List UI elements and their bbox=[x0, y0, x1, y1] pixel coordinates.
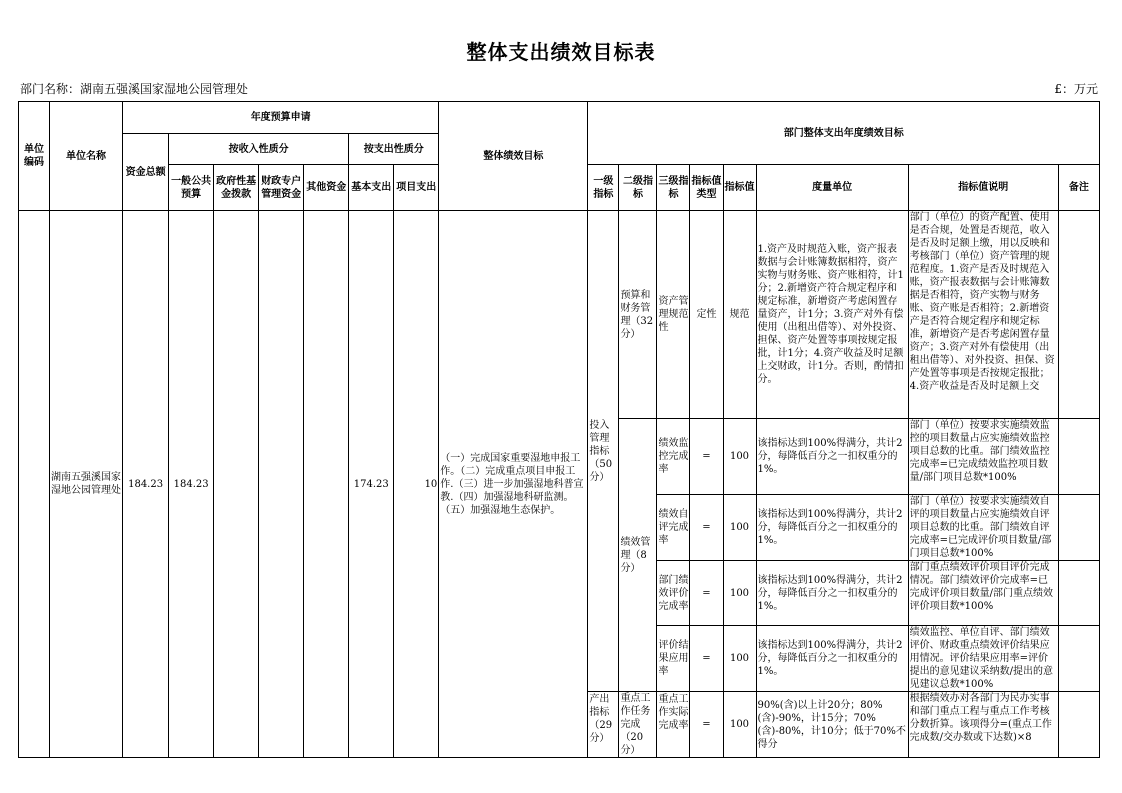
lvl1-output: 产出指标（29分） bbox=[588, 692, 619, 758]
measure-cell: 1.资产及时规范入账，资产报表数据与会计账簿数据相符，资产实物与财务账、资产账相符，计1分；2.新增资产符合规定程序和规定标准，新增资产考虑闲置存量资产，计1分；3.资产对外有偿使用（出租出借等）、对外投资、担保、资产处置等事项按规定报批，计1分；4.资产收益及时足额上交财政，计1分。否则，酌情扣分。 bbox=[756, 211, 908, 419]
gov-fund-cell bbox=[214, 211, 259, 758]
indicator-type-cell: = bbox=[690, 692, 723, 758]
header-project-expense: 项目支出 bbox=[394, 165, 439, 211]
header-gov-fund: 政府性基金拨款 bbox=[214, 165, 259, 211]
indicator-value-cell: 100 bbox=[723, 495, 756, 561]
measure-cell: 该指标达到100%得满分，共计2分，每降低百分之一扣权重分的1%。 bbox=[756, 419, 908, 495]
special-fund-cell bbox=[259, 211, 304, 758]
header-indicator-desc: 指标值说明 bbox=[908, 165, 1058, 211]
lvl2-key-work: 重点工作任务完成（20分） bbox=[619, 692, 657, 758]
header-total-funds: 资金总额 bbox=[123, 134, 169, 211]
header-annual-budget: 年度预算申请 bbox=[123, 102, 439, 134]
indicator-type-cell: = bbox=[690, 561, 723, 626]
lvl3-cell: 绩效监控完成率 bbox=[657, 419, 690, 495]
indicator-value-cell: 100 bbox=[723, 419, 756, 495]
basic-expense-cell: 174.23 bbox=[349, 211, 394, 758]
lvl3-cell: 部门绩效评价完成率 bbox=[657, 561, 690, 626]
header-unit-name: 单位名称 bbox=[50, 102, 123, 211]
lvl3-cell: 评价结果应用率 bbox=[657, 626, 690, 692]
indicator-value-cell: 100 bbox=[723, 561, 756, 626]
lvl1-input-mgmt: 投入管理指标（50分） bbox=[588, 211, 619, 692]
header-unit-code: 单位编码 bbox=[19, 102, 50, 211]
performance-table bbox=[18, 101, 1100, 758]
header-indicator-type: 指标值类型 bbox=[690, 165, 723, 211]
lvl3-cell: 资产管理规范性 bbox=[657, 211, 690, 419]
header-lvl1: 一级指标 bbox=[588, 165, 619, 211]
header-by-expense: 按支出性质分 bbox=[349, 134, 439, 165]
measure-cell: 该指标达到100%得满分，共计2分，每降低百分之一扣权重分的1%。 bbox=[756, 495, 908, 561]
header-lvl3: 三级指标 bbox=[657, 165, 690, 211]
lvl2-perf-mgmt: 绩效管理（8分） bbox=[619, 419, 657, 692]
header-measure-unit: 度量单位 bbox=[756, 165, 908, 211]
remark-cell bbox=[1058, 495, 1099, 561]
unit-name-cell: 湖南五强溪国家湿地公园管理处 bbox=[50, 211, 123, 758]
indicator-desc-cell: 部门（单位）按要求实施绩效自评的项目数量占应实施绩效自评项目总数的比重。部门绩效自评完成率=已完成评价项目数量/部门项目总数*100% bbox=[908, 495, 1058, 561]
project-expense-cell: 10 bbox=[394, 211, 439, 758]
overall-goal-cell: （一）完成国家重要湿地申报工作。（二）完成重点项目申报工作.（三）进一步加强湿地科普宣教.（四）加强湿地科研监测。（五）加强湿地生态保护。 bbox=[439, 211, 588, 758]
header-lvl2: 二级指标 bbox=[619, 165, 657, 211]
measure-cell: 90%(含)以上计20分；80%(含)-90%，计15分；70%(含)-80%，计10分；低于70%不得分 bbox=[756, 692, 908, 758]
header-overall-goal: 整体绩效目标 bbox=[439, 102, 588, 211]
header-dept-goal: 部门整体支出年度绩效目标 bbox=[588, 102, 1100, 165]
header-special-fund: 财政专户管理资金 bbox=[259, 165, 304, 211]
header-basic-expense: 基本支出 bbox=[349, 165, 394, 211]
measure-cell: 该指标达到100%得满分，共计2分，每降低百分之一扣权重分的1%。 bbox=[756, 561, 908, 626]
remark-cell bbox=[1058, 211, 1099, 419]
measure-cell: 该指标达到100%得满分，共计2分，每降低百分之一扣权重分的1%。 bbox=[756, 626, 908, 692]
total-funds-cell: 184.23 bbox=[123, 211, 169, 758]
general-budget-cell: 184.23 bbox=[169, 211, 214, 758]
indicator-type-cell: 定性 bbox=[690, 211, 723, 419]
department-label: 部门名称：湖南五强溪国家湿地公园管理处 bbox=[20, 82, 249, 96]
indicator-desc-cell: 部门重点绩效评价项目评价完成情况。部门绩效评价完成率=已完成评价项目数量/部门重点绩效评价项目数*100% bbox=[908, 561, 1058, 626]
indicator-type-cell: = bbox=[690, 419, 723, 495]
header-remark: 备注 bbox=[1058, 165, 1099, 211]
indicator-type-cell: = bbox=[690, 495, 723, 561]
lvl3-cell: 重点工作实际完成率 bbox=[657, 692, 690, 758]
page-title: 整体支出绩效目标表 bbox=[466, 40, 656, 64]
indicator-desc-cell: 部门（单位）的资产配置、使用是否合规，处置是否规范，收入是否及时足额上缴，用以反映和考核部门（单位）资产管理的规范程度。1.资产是否及时规范入账，资产报表数据与会计账簿数据是否相符，资产实物与财务账、资产账是否相符；2.新增资产是否符合规定程序和规定标准，新增资产是否考虑闲置存量资产；3.资产对外有偿使用（出租出借等）、对外投资、担保、资产处置等事项是否按规定报批；4.资产收益是否及时足额上交 bbox=[908, 211, 1058, 419]
remark-cell bbox=[1058, 626, 1099, 692]
indicator-type-cell: = bbox=[690, 626, 723, 692]
indicator-desc-cell: 绩效监控、单位自评、部门绩效评价、财政重点绩效评价结果应用情况。评价结果应用率=评价提出的意见建议采纳数/提出的意见建议总数*100% bbox=[908, 626, 1058, 692]
indicator-desc-cell: 部门（单位）按要求实施绩效监控的项目数量占应实施绩效监控项目总数的比重。部门绩效监控完成率=已完成绩效监控项目数量/部门项目总数*100% bbox=[908, 419, 1058, 495]
unit-code-cell bbox=[19, 211, 50, 758]
lvl2-budget-mgmt: 预算和财务管理（32分） bbox=[619, 211, 657, 419]
indicator-value-cell: 规范 bbox=[723, 211, 756, 419]
other-funds-cell bbox=[304, 211, 349, 758]
header-indicator-value: 指标值 bbox=[723, 165, 756, 211]
indicator-value-cell: 100 bbox=[723, 626, 756, 692]
remark-cell bbox=[1058, 419, 1099, 495]
unit-label: £：万元 bbox=[1054, 82, 1098, 96]
indicator-desc-cell: 根据绩效办对各部门为民办实事和部门重点工程与重点工作考核分数折算。该项得分=(重点工作完成数/交办数或下达数)×8 bbox=[908, 692, 1058, 758]
header-general-budget: 一般公共预算 bbox=[169, 165, 214, 211]
indicator-value-cell: 100 bbox=[723, 692, 756, 758]
lvl3-cell: 绩效自评完成率 bbox=[657, 495, 690, 561]
header-by-income: 按收入性质分 bbox=[169, 134, 349, 165]
header-other-funds: 其他资金 bbox=[304, 165, 349, 211]
remark-cell bbox=[1058, 692, 1099, 758]
remark-cell bbox=[1058, 561, 1099, 626]
